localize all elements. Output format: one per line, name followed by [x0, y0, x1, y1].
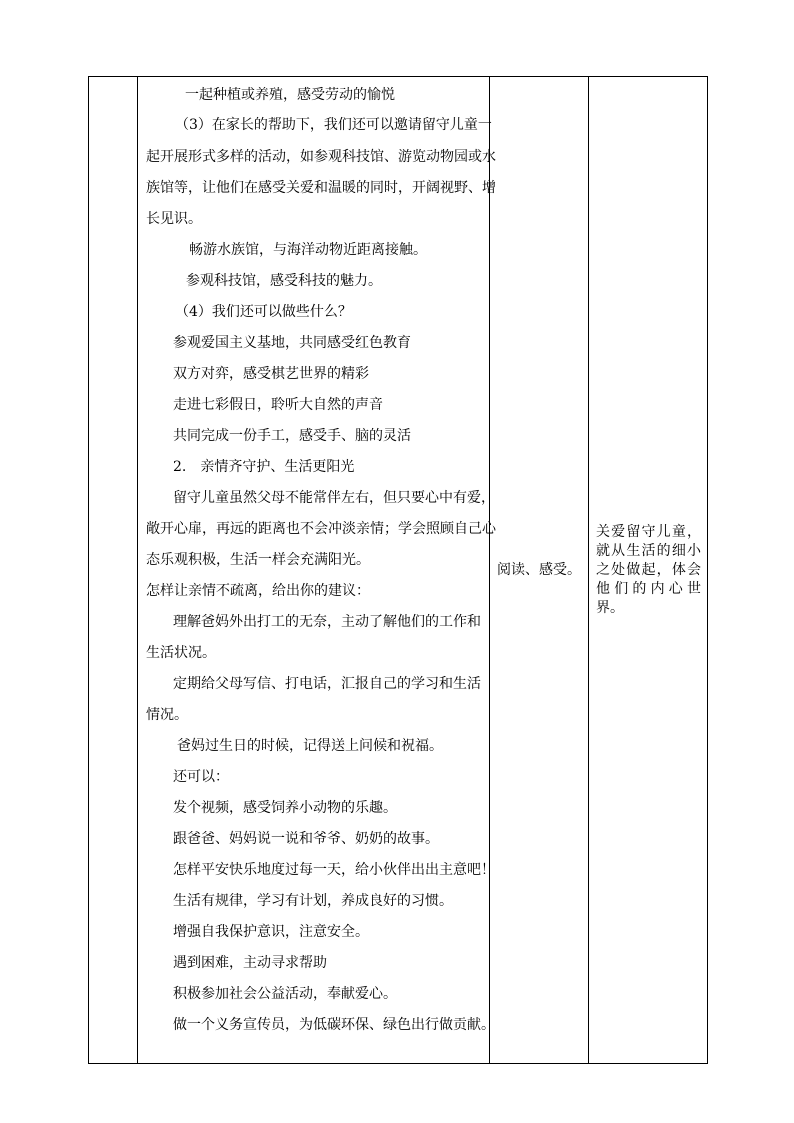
content-line: 积极参加社会公益活动，奉献爱心。	[173, 986, 397, 1002]
content-line: 情况。	[146, 707, 188, 723]
content-line: 族馆等，让他们在感受关爱和温暖的同时，开阔视野、增	[146, 180, 496, 196]
content-line: （4）我们还可以做些什么？	[175, 304, 352, 320]
student-activity: 阅读、感受。	[497, 562, 581, 578]
blank-column-cell	[89, 77, 138, 1064]
content-line: 共同完成一份手工，感受手、脑的灵活	[173, 428, 411, 444]
content-line: 怎样平安快乐地度过每一天，给小伙伴出出主意吧！	[173, 862, 495, 878]
content-line: 还可以：	[173, 769, 229, 785]
design-intent-cell	[589, 77, 708, 1064]
content-line: 跟爸爸、妈妈说一说和爷爷、奶奶的故事。	[173, 831, 439, 847]
content-line: 理解爸妈外出打工的无奈，主动了解他们的工作和	[173, 614, 481, 630]
content-line: 畅游水族馆，与海洋动物近距离接触。	[189, 242, 427, 258]
content-line: 爸妈过生日的时候，记得送上问候和祝福。	[177, 738, 443, 754]
content-line: 生活有规律，学习有计划，养成良好的习惯。	[173, 893, 453, 909]
table-row	[89, 77, 708, 1064]
content-line: 走进七彩假日，聆听大自然的声音	[173, 397, 383, 413]
content-line: 参观爱国主义基地，共同感受红色教育	[173, 335, 411, 351]
lesson-plan-table	[88, 76, 708, 1064]
content-line: 做一个义务宣传员，为低碳环保、绿色出行做贡献。	[173, 1017, 495, 1033]
content-line: 留守儿童虽然父母不能常伴左右，但只要心中有爱，	[173, 490, 495, 506]
content-line: 遇到困难，主动寻求帮助	[173, 955, 327, 971]
section-heading: 2. 亲情齐守护、生活更阳光	[173, 459, 355, 475]
content-line: 长见识。	[146, 211, 202, 227]
content-line: 参观科技馆，感受科技的魅力。	[186, 273, 382, 289]
content-line: 怎样让亲情不疏离，给出你的建议：	[146, 583, 370, 599]
content-line: 发个视频，感受饲养小动物的乐趣。	[173, 800, 397, 816]
content-line: 一起种植或养殖，感受劳动的愉悦	[185, 87, 395, 103]
content-line: 生活状况。	[146, 645, 216, 661]
design-intent: 关爱留守儿童，就从生活的细小之处做起，体会他们的内心世界。	[596, 523, 701, 616]
content-line: 定期给父母写信、打电话，汇报自己的学习和生活	[173, 676, 481, 692]
content-line: 双方对弈，感受棋艺世界的精彩	[173, 366, 369, 382]
student-activity-cell	[490, 77, 589, 1064]
content-line: 敞开心扉，再远的距离也不会冲淡亲情；学会照顾自己心	[146, 521, 496, 537]
teaching-content	[138, 77, 496, 1063]
content-line: 态乐观积极，生活一样会充满阳光。	[146, 552, 370, 568]
content-line: 增强自我保护意识，注意安全。	[173, 924, 369, 940]
teaching-content-cell	[138, 77, 496, 1064]
content-line: 起开展形式多样的活动，如参观科技馆、游览动物园或水	[146, 149, 496, 165]
content-line: （3）在家长的帮助下，我们还可以邀请留守儿童一	[175, 117, 492, 133]
